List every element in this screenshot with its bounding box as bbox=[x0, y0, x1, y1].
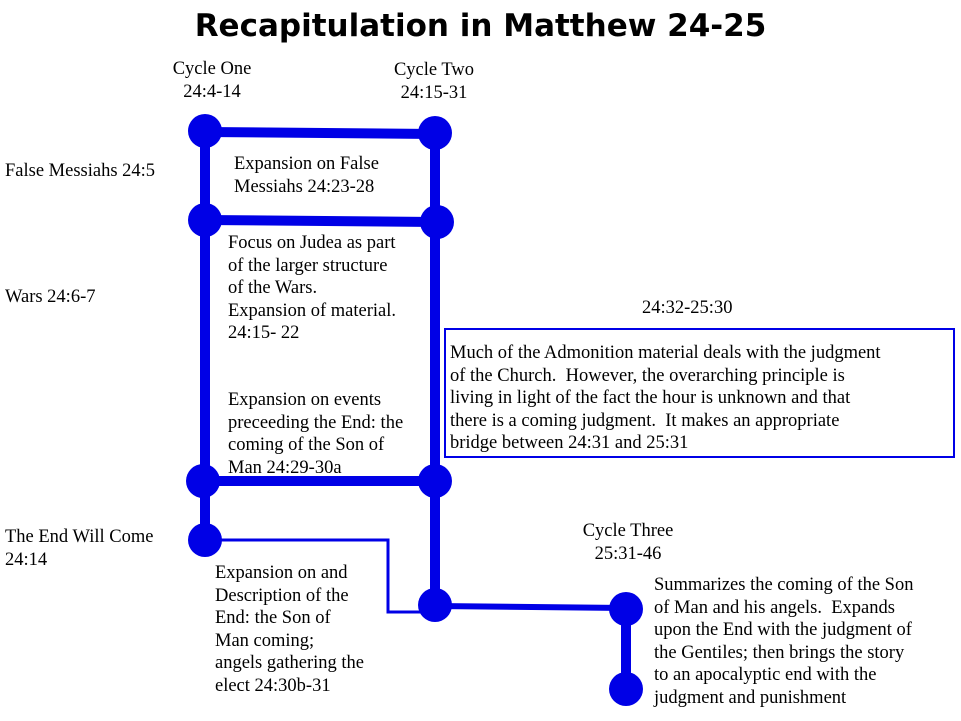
text-line: Focus on Judea as part bbox=[228, 233, 396, 253]
label-wars: Wars 24:6-7 bbox=[5, 287, 96, 307]
node-cycle-three-top bbox=[609, 592, 643, 626]
expansion-judea bbox=[228, 232, 396, 345]
node-cycle-one-top bbox=[188, 114, 222, 148]
cycle-one-ref: 24:4-14 bbox=[183, 81, 241, 102]
text-line: Expansion on False bbox=[234, 154, 379, 174]
node-cycle-one-mid bbox=[188, 203, 222, 237]
text-line: angels gathering the bbox=[215, 653, 364, 673]
expansion-events bbox=[228, 389, 403, 479]
page-title: Recapitulation in Matthew 24-25 bbox=[194, 8, 767, 44]
admonition-line: of the Church. However, the overarching principle is bbox=[450, 365, 845, 386]
text-line: 24:15- 22 bbox=[228, 323, 300, 343]
text-line: Description of the bbox=[215, 585, 349, 606]
admonition-line: Much of the Admonition material deals with the judgment bbox=[450, 343, 881, 363]
cycle-one-name: Cycle One bbox=[172, 59, 252, 79]
node-cycle-two-lower bbox=[418, 464, 452, 498]
cycle-one-header bbox=[152, 58, 272, 103]
node-cycle-one-lower bbox=[186, 464, 220, 498]
text-line: End: the Son of bbox=[215, 608, 331, 628]
text-line: of the Wars. bbox=[228, 278, 318, 298]
admonition-line: there is a coming judgment. It makes an appropriate bbox=[450, 410, 840, 431]
connector-mid bbox=[205, 220, 435, 222]
admonition-box bbox=[444, 328, 955, 458]
connector-top bbox=[205, 132, 435, 134]
text-line: Expansion of material. bbox=[228, 300, 396, 321]
cycle-three-header bbox=[568, 520, 688, 565]
node-cycle-two-mid bbox=[420, 205, 454, 239]
text-line: Expansion on events bbox=[228, 390, 382, 410]
expansion-false-messiahs bbox=[234, 153, 379, 198]
text-line: elect 24:30b-31 bbox=[215, 675, 331, 696]
label-end-will-come bbox=[5, 526, 153, 571]
label-end-line2: 24:14 bbox=[5, 549, 48, 570]
text-line: preceeding the End: the bbox=[228, 412, 404, 433]
text-line: upon the End with the judgment of bbox=[654, 620, 912, 640]
text-line: Messiahs 24:23-28 bbox=[234, 176, 375, 197]
cycle-three-summary bbox=[654, 574, 913, 709]
text-line: of the larger structure bbox=[228, 255, 388, 276]
text-line: coming of the Son of bbox=[228, 435, 385, 455]
connector-cycle-three bbox=[435, 606, 626, 608]
text-line: Summarizes the coming of the Son bbox=[654, 575, 914, 595]
text-line: judgment and punishment bbox=[654, 687, 847, 708]
text-line: the Gentiles; then brings the story bbox=[654, 642, 905, 663]
cycle-two-name: Cycle Two bbox=[393, 60, 475, 80]
node-cycle-two-top bbox=[418, 116, 452, 150]
cycle-two-ref: 24:15-31 bbox=[400, 82, 468, 103]
cycle-two-header bbox=[374, 59, 494, 104]
admonition-ref: 24:32-25:30 bbox=[642, 298, 733, 318]
expansion-end bbox=[215, 562, 364, 697]
label-false-messiahs: False Messiahs 24:5 bbox=[5, 161, 156, 181]
text-line: to an apocalyptic end with the bbox=[654, 665, 877, 685]
text-line: Man 24:29-30a bbox=[228, 457, 342, 478]
node-cycle-three-bottom bbox=[609, 672, 643, 706]
text-line: Expansion on and bbox=[215, 563, 348, 583]
label-end-line1: The End Will Come bbox=[5, 527, 154, 547]
admonition-line: bridge between 24:31 and 25:31 bbox=[450, 433, 689, 453]
node-end bbox=[188, 523, 222, 557]
node-cycle-two-end bbox=[418, 588, 452, 622]
text-line: of Man and his angels. Expands bbox=[654, 597, 895, 618]
cycle-three-name: Cycle Three bbox=[582, 521, 674, 541]
admonition-line: living in light of the fact the hour is unknown and that bbox=[450, 388, 851, 408]
text-line: Man coming; bbox=[215, 630, 315, 651]
cycle-three-ref: 25:31-46 bbox=[594, 543, 662, 564]
